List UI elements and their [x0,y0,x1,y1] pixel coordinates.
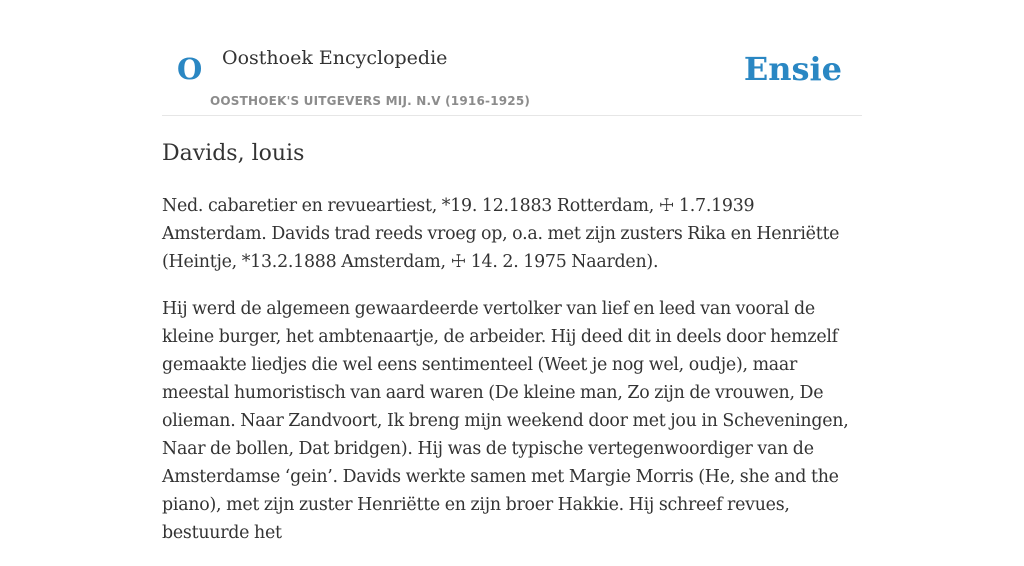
brand-logo-link[interactable]: Ensie [743,50,842,88]
page [162,0,862,543]
entry-paragraph: Hij werd de algemeen gewaardeerde vertolker van lief en leed van vooral de kleine burger, het ambtenaartje, de arbeider. Hij deed dit in deels door hemzelf gemaakte liedjes die wel eens sentimenteel (Weet je nog wel, oudje), maar meestal humoristisch van aard waren (De kleine man, Zo zijn de vrouwen, De olieman. Naar Zandvoort, Ik breng mijn weekend door met jou in Scheveningen, Naar de bollen, Dat bridgen). Hij was de typische vertegenwoordiger van de Amsterdamse ‘gein’. Davids werkte samen met Margie Morris (He, she and the piano), met zijn zuster Henriëtte en zijn broer Hakkie. Hij schreef revues, bestuurde het [162,299,849,543]
entry-paragraph: Ned. cabaretier en revueartiest, *19. 12.1883 Rotterdam, ☩ 1.7.1939 Amsterdam. Davids trad reeds vroeg op, o.a. met zijn zusters Rika en Henriëtte (Heintje, *13.2.1888 Amsterdam, ☩ 14. 2. 1975 Naarden). [162,196,840,272]
source-title-link[interactable]: Oosthoek Encyclopedie [222,47,448,69]
source-subtitle: OOSTHOEK'S UITGEVERS MIJ. N.V (1916-1925) [210,94,531,108]
entry-body [162,192,862,566]
source-header [162,0,862,116]
source-logo[interactable]: O [177,52,203,86]
entry-title: Davids, louis [162,141,305,166]
